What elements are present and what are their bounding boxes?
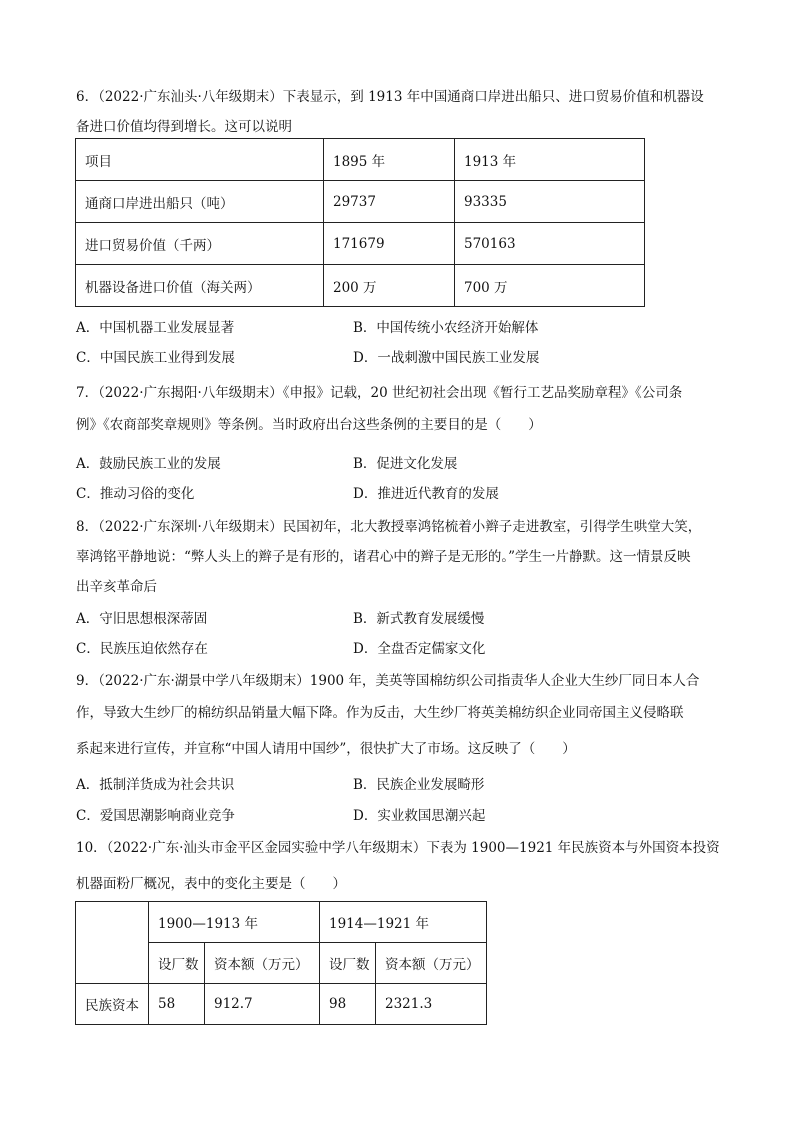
table-cell: 700 万 <box>455 265 645 307</box>
table-row <box>76 902 487 943</box>
table-cell: 进口贸易价值（千两） <box>76 223 324 265</box>
q7-option-c: C．推动习俗的变化 <box>76 486 195 502</box>
q10-stem-line2: 机器面粉厂概况，表中的变化主要是（ ） <box>76 876 346 892</box>
table-row <box>76 265 645 307</box>
table-cell: 912.7 <box>205 984 320 1025</box>
q8-option-d: D．全盘否定儒家文化 <box>353 641 486 657</box>
table-subheader-cell: 资本额（万元） <box>376 943 487 984</box>
q9-stem-line3: 系起来进行宣传，并宣称“中国人请用中国纱”，很快扩大了市场。这反映了（ ） <box>76 741 576 757</box>
table-corner-cell <box>76 902 149 984</box>
q9-stem-line2: 作，导致大生纱厂的棉纺织品销量大幅下降。作为反击，大生纱厂将英美棉纺织企业同帝国主义侵略联 <box>76 705 684 721</box>
q10-stem-line1: 10．（2022·广东·汕头市金平区金园实验中学八年级期末）下表为 1900—1921 年民族资本与外国资本投资 <box>76 840 720 856</box>
q7-option-d: D．推进近代教育的发展 <box>353 486 499 502</box>
q9-option-a: A．抵制洋货成为社会共识 <box>76 777 235 793</box>
table-cell: 2321.3 <box>376 984 487 1025</box>
table-row <box>76 984 487 1025</box>
q6-stem-line1: 6．（2022·广东汕头·八年级期末）下表显示，到 1913 年中国通商口岸进出船只、进口贸易价值和机器设 <box>76 89 704 105</box>
table-period-header: 1900—1913 年 <box>149 902 320 943</box>
q6-option-d: D．一战刺激中国民族工业发展 <box>353 350 540 366</box>
table-row-label: 民族资本 <box>76 984 149 1025</box>
table-row <box>76 181 645 223</box>
q7-stem-line2: 例》《农商部奖章规则》等条例。当时政府出台这些条例的主要目的是（ ） <box>76 417 542 433</box>
q8-stem-line3: 出辛亥革命后 <box>76 579 157 595</box>
q9-option-b: B．民族企业发展畸形 <box>353 777 485 793</box>
q8-stem-line2: 辜鸿铭平静地说：“弊人头上的辫子是有形的，诸君心中的辫子是无形的。”学生一片静默。这一情景反映 <box>76 549 691 565</box>
table-row <box>76 139 645 181</box>
q9-option-c: C．爱国思潮影响商业竞争 <box>76 808 235 824</box>
table-cell: 29737 <box>324 181 455 223</box>
table-period-header: 1914—1921 年 <box>320 902 487 943</box>
table-header-cell: 1913 年 <box>455 139 645 181</box>
table-cell: 171679 <box>324 223 455 265</box>
table-header-cell: 项目 <box>76 139 324 181</box>
q7-option-b: B．促进文化发展 <box>353 456 458 472</box>
q9-stem-line1: 9．（2022·广东·湖景中学八年级期末）1900 年，美英等国棉纺织公司指责华人企业大生纱厂同日本人合 <box>76 673 700 689</box>
table-subheader-cell: 设厂数 <box>149 943 205 984</box>
table-cell: 93335 <box>455 181 645 223</box>
table-cell: 通商口岸进出船只（吨） <box>76 181 324 223</box>
table-cell: 58 <box>149 984 205 1025</box>
q6-table <box>75 138 645 307</box>
table-row <box>76 223 645 265</box>
q10-table <box>75 901 487 1025</box>
q8-stem-line1: 8．（2022·广东深圳·八年级期末）民国初年，北大教授辜鸿铭梳着小辫子走进教室，引得学生哄堂大笑， <box>76 519 702 535</box>
table-cell: 98 <box>320 984 376 1025</box>
q6-option-a: A．中国机器工业发展显著 <box>76 320 235 336</box>
table-subheader-cell: 设厂数 <box>320 943 376 984</box>
q6-option-b: B．中国传统小农经济开始解体 <box>353 320 539 336</box>
table-header-cell: 1895 年 <box>324 139 455 181</box>
table-subheader-cell: 资本额（万元） <box>205 943 320 984</box>
table-cell: 200 万 <box>324 265 455 307</box>
table-cell: 570163 <box>455 223 645 265</box>
q8-option-c: C．民族压迫依然存在 <box>76 641 208 657</box>
q8-option-a: A．守旧思想根深蒂固 <box>76 611 208 627</box>
q6-option-c: C．中国民族工业得到发展 <box>76 350 235 366</box>
q9-option-d: D．实业救国思潮兴起 <box>353 808 486 824</box>
q7-option-a: A．鼓励民族工业的发展 <box>76 456 221 472</box>
q8-option-b: B．新式教育发展缓慢 <box>353 611 485 627</box>
q6-stem-line2: 备进口价值均得到增长。这可以说明 <box>76 119 292 135</box>
q7-stem-line1: 7．（2022·广东揭阳·八年级期末）《申报》记载，20 世纪初社会出现《暂行工艺品奖励章程》《公司条 <box>76 385 683 401</box>
table-cell: 机器设备进口价值（海关两） <box>76 265 324 307</box>
